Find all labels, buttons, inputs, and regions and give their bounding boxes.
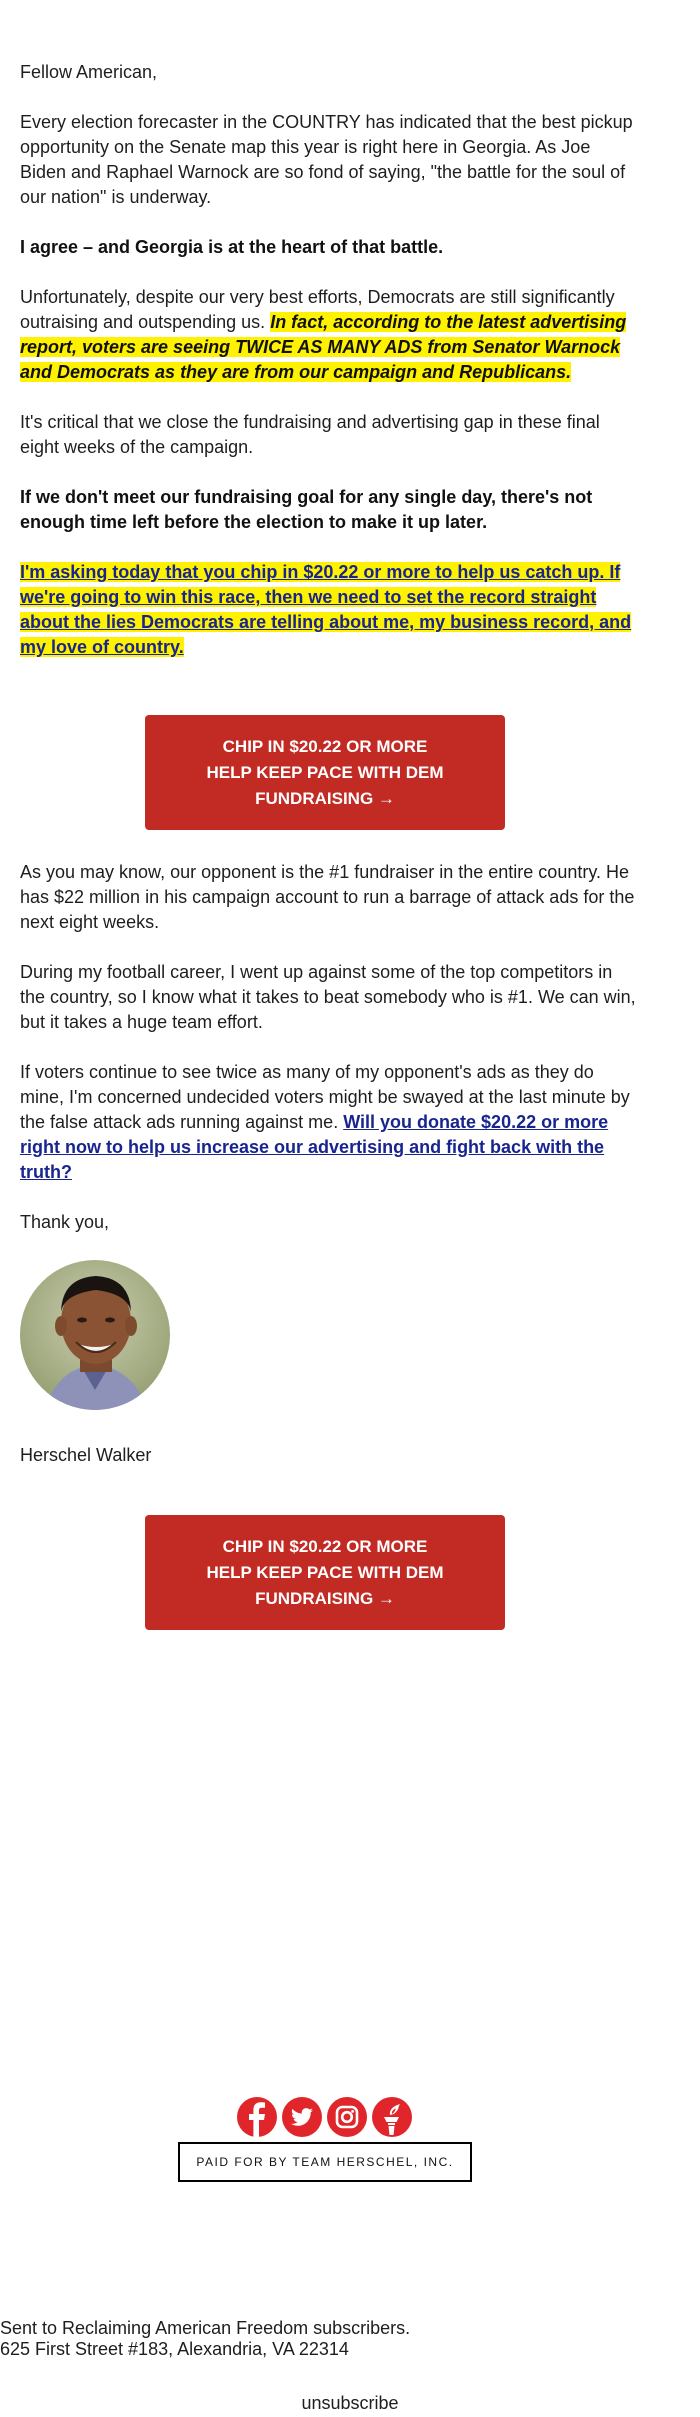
torch-link[interactable]	[372, 2097, 412, 2137]
highlighted-ads-claim: In fact, according to the latest advertising report, voters are seeing TWICE AS MANY ADS from Senator Warnock and Democrats as they are from our campaign and Republicans.	[20, 312, 627, 382]
portrait-photo-icon	[20, 1260, 170, 1410]
greeting: Fellow American,	[20, 62, 158, 82]
avatar	[20, 1260, 170, 1410]
cta-label	[206, 1534, 443, 1612]
paragraph-agree: I agree – and Georgia is at the heart of that battle.	[20, 237, 444, 257]
paragraph-ask	[20, 560, 640, 660]
cta-label	[206, 734, 443, 812]
sent-to-text: Sent to Reclaiming American Freedom subscribers.	[0, 2318, 411, 2338]
outraising-text: Unfortunately, despite our very best efforts, Democrats are still significantly outraising and outspending us.	[20, 287, 615, 332]
cta-line-1: CHIP IN $20.22 OR MORE	[222, 1536, 428, 1556]
twitter-link[interactable]	[282, 2097, 322, 2137]
closing: Thank you,	[20, 1212, 110, 1232]
donate-ask-link[interactable]: I'm asking today that you chip in $20.22 or more to help us catch up. If we're going to win this race, then we need to set the record straight about the lies Democrats are telling about me, my business record, and my love of country.	[20, 562, 632, 657]
cta-line-3: FUNDRAISING →	[255, 788, 395, 808]
unsubscribe-link[interactable]: unsubscribe	[301, 2393, 399, 2413]
paragraph-opponent: As you may know, our opponent is the #1 fundraiser in the entire country. He has $22 million in his campaign account to run a barrage of attack ads for the next eight weeks.	[20, 862, 635, 932]
cta-line-1: CHIP IN $20.22 OR MORE	[222, 736, 428, 756]
paragraph-forecast: Every election forecaster in the COUNTRY has indicated that the best pickup opportunity on the Senate map this year is right here in Georgia. As Joe Biden and Raphael Warnock are so fond of saying, "the battle for the soul of our nation" is underway.	[20, 112, 633, 207]
email-body-continued	[20, 860, 640, 1210]
facebook-icon	[237, 2097, 277, 2137]
instagram-link[interactable]	[327, 2097, 367, 2137]
chip-in-button-top[interactable]	[145, 715, 505, 830]
footer-address-block	[0, 2318, 410, 2360]
torch-icon	[372, 2097, 412, 2137]
paragraph-voters	[20, 1060, 640, 1185]
cta-line-2: HELP KEEP PACE WITH DEM	[206, 762, 444, 782]
facebook-link[interactable]	[237, 2097, 277, 2137]
mailing-address: 625 First Street #183, Alexandria, VA 22314	[0, 2339, 349, 2359]
signature-name: Herschel Walker	[20, 1445, 152, 1465]
paragraph-outraising	[20, 285, 640, 385]
chip-in-button-bottom[interactable]	[145, 1515, 505, 1630]
paid-for-disclaimer: PAID FOR BY TEAM HERSCHEL, INC.	[178, 2142, 472, 2182]
paragraph-fundraising-goal: If we don't meet our fundraising goal for any single day, there's not enough time left before the election to make it up later.	[20, 487, 593, 532]
paragraph-football: During my football career, I went up against some of the top competitors in the country, so I know what it takes to beat somebody who is #1. We can win, but it takes a huge team effort.	[20, 962, 636, 1032]
instagram-icon	[327, 2097, 367, 2137]
voters-text: If voters continue to see twice as many of my opponent's ads as they do mine, I'm concerned undecided voters might be swayed at the last minute by the false attack ads running against me.	[20, 1062, 630, 1132]
donate-now-link[interactable]: Will you donate $20.22 or more right now to help us increase our advertising and fight back with the truth?	[20, 1112, 609, 1182]
paragraph-critical: It's critical that we close the fundraising and advertising gap in these final eight weeks of the campaign.	[20, 412, 600, 457]
cta-line-3: FUNDRAISING →	[255, 1588, 395, 1608]
email-body	[20, 60, 640, 685]
twitter-icon	[282, 2097, 322, 2137]
cta-line-2: HELP KEEP PACE WITH DEM	[206, 1562, 444, 1582]
social-links	[237, 2097, 412, 2137]
